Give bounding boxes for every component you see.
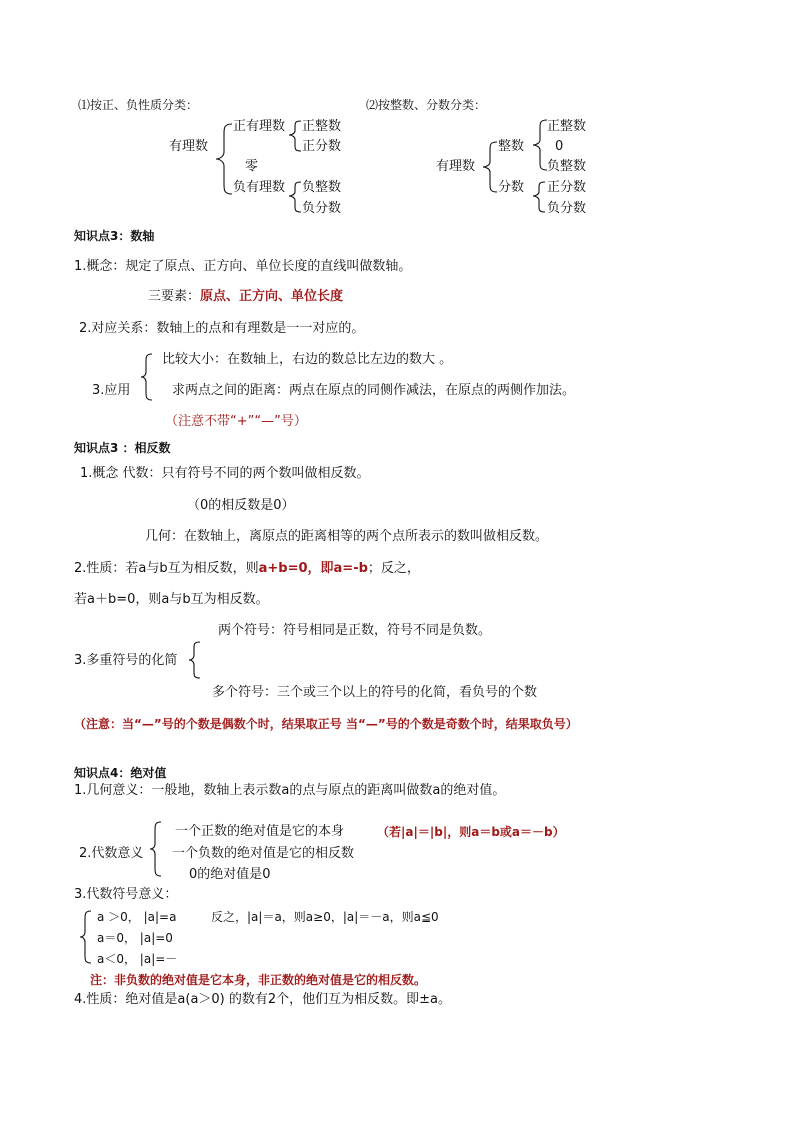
abs-sign-converse: 反之，|a|＝a，则a≥0，|a|＝－a，则a≦0	[211, 910, 439, 924]
axis-elements	[148, 289, 343, 305]
opposite-multi-brace	[188, 640, 202, 680]
tree2-main-brace	[481, 140, 499, 196]
axis-correspondence: 2.对应关系：数轴上的点和有理数是一一对应的。	[79, 321, 365, 336]
tree1-negative: 负有理数	[233, 180, 286, 195]
tree2-root: 有理数	[436, 159, 476, 174]
tree2-fraction: 分数	[498, 180, 525, 195]
abs-sign-positive: a ＞0， |a|=a	[97, 910, 177, 924]
tree2-positive-fraction: 正分数	[547, 180, 587, 195]
opposite-sign-note: （注意：当“—”号的个数是偶数个时，结果取正号 当“—”号的个数是奇数个时，结果取负号）	[74, 717, 578, 731]
opposite-concept-algebra: 1.概念 代数：只有符号不同的两个数叫做相反数。	[80, 466, 370, 481]
tree2-integer: 整数	[498, 139, 525, 154]
axis-heading: 知识点3：数轴	[74, 229, 155, 243]
tree1-negative-fraction: 负分数	[302, 201, 342, 216]
tree1-positive: 正有理数	[233, 119, 286, 134]
tree1-positive-integer: 正整数	[302, 119, 342, 134]
opposite-property	[74, 561, 420, 577]
abs-algebra-brace	[149, 820, 163, 878]
abs-geometric: 1.几何意义：一般地，数轴上表示数a的点与原点的距离叫做数a的绝对值。	[74, 783, 506, 798]
tree2-negative-fraction: 负分数	[547, 201, 587, 216]
tree2-title: ⑵按整数、分数分类：	[366, 98, 487, 112]
abs-sign-note: 注：非负数的绝对值是它本身，非正数的绝对值是它的相反数。	[90, 973, 427, 987]
abs-sign-zero: a＝0， |a|=0	[97, 931, 173, 945]
axis-elements-value: 原点、正方向、单位长度	[200, 289, 344, 304]
tree1-positive-fraction: 正分数	[302, 139, 342, 154]
tree1-positive-brace	[287, 119, 303, 153]
abs-algebra-note: （若|a|＝|b|，则a＝b或a＝－b）	[377, 825, 565, 839]
axis-concept: 1.概念：规定了原点、正方向、单位长度的直线叫做数轴。	[74, 259, 412, 274]
tree2-zero: 0	[555, 139, 564, 154]
abs-sign-brace	[79, 909, 93, 965]
opposite-multi-two: 两个符号：符号相同是正数，符号不同是负数。	[218, 623, 492, 638]
opposite-zero-note: （0的相反数是0）	[187, 498, 295, 513]
axis-apply-note: （注意不带“+”“—”号）	[165, 414, 307, 429]
axis-apply-brace	[140, 352, 154, 402]
abs-algebra-label: 2.代数意义	[79, 846, 144, 861]
opposite-concept-geometry: 几何：在数轴上，离原点的距离相等的两个点所表示的数叫做相反数。	[145, 529, 549, 544]
abs-algebra-positive: 一个正数的绝对值是它的本身	[175, 824, 345, 839]
opposite-property-start: 2.性质：若a与b互为相反数，则	[74, 561, 259, 576]
opposite-property-end: ；反之，	[367, 561, 420, 576]
tree1-negative-brace	[287, 180, 303, 214]
opposite-heading: 知识点3 ：相反数	[74, 441, 171, 455]
tree1-negative-integer: 负整数	[302, 180, 342, 195]
opposite-property-converse: 若a＋b=0，则a与b互为相反数。	[74, 592, 269, 607]
axis-elements-label: 三要素：	[148, 289, 201, 304]
opposite-multi-label: 3.多重符号的化简	[74, 653, 178, 668]
tree1-title: ⑴按正、负性质分类：	[78, 98, 199, 112]
tree2-negative-integer: 负整数	[547, 159, 587, 174]
tree1-root: 有理数	[169, 139, 209, 154]
abs-algebra-negative: 一个负数的绝对值是它的相反数	[172, 846, 355, 861]
abs-sign-negative: a＜0， |a|=－	[97, 952, 178, 966]
axis-apply-compare: 比较大小：在数轴上，右边的数总比左边的数大 。	[162, 352, 453, 367]
abs-property: 4.性质：绝对值是a(a＞0) 的数有2个，他们互为相反数。即±a。	[74, 992, 452, 1007]
axis-apply-distance: 求两点之间的距离：两点在原点的同侧作减法，在原点的两侧作加法。	[172, 383, 576, 398]
abs-sign-label: 3.代数符号意义：	[74, 887, 178, 902]
tree1-main-brace	[214, 122, 234, 198]
tree2-positive-integer: 正整数	[547, 119, 587, 134]
axis-apply-label: 3.应用	[92, 383, 131, 398]
abs-algebra-zero: 0的绝对值是0	[189, 867, 271, 882]
opposite-property-formula: a+b=0，即a=-b	[258, 561, 368, 576]
abs-heading: 知识点4：绝对值	[74, 766, 167, 780]
opposite-multi-many: 多个符号：三个或三个以上的符号的化简，看负号的个数	[212, 685, 538, 700]
tree2-fraction-brace	[531, 180, 547, 214]
tree1-zero: 零	[245, 159, 259, 174]
